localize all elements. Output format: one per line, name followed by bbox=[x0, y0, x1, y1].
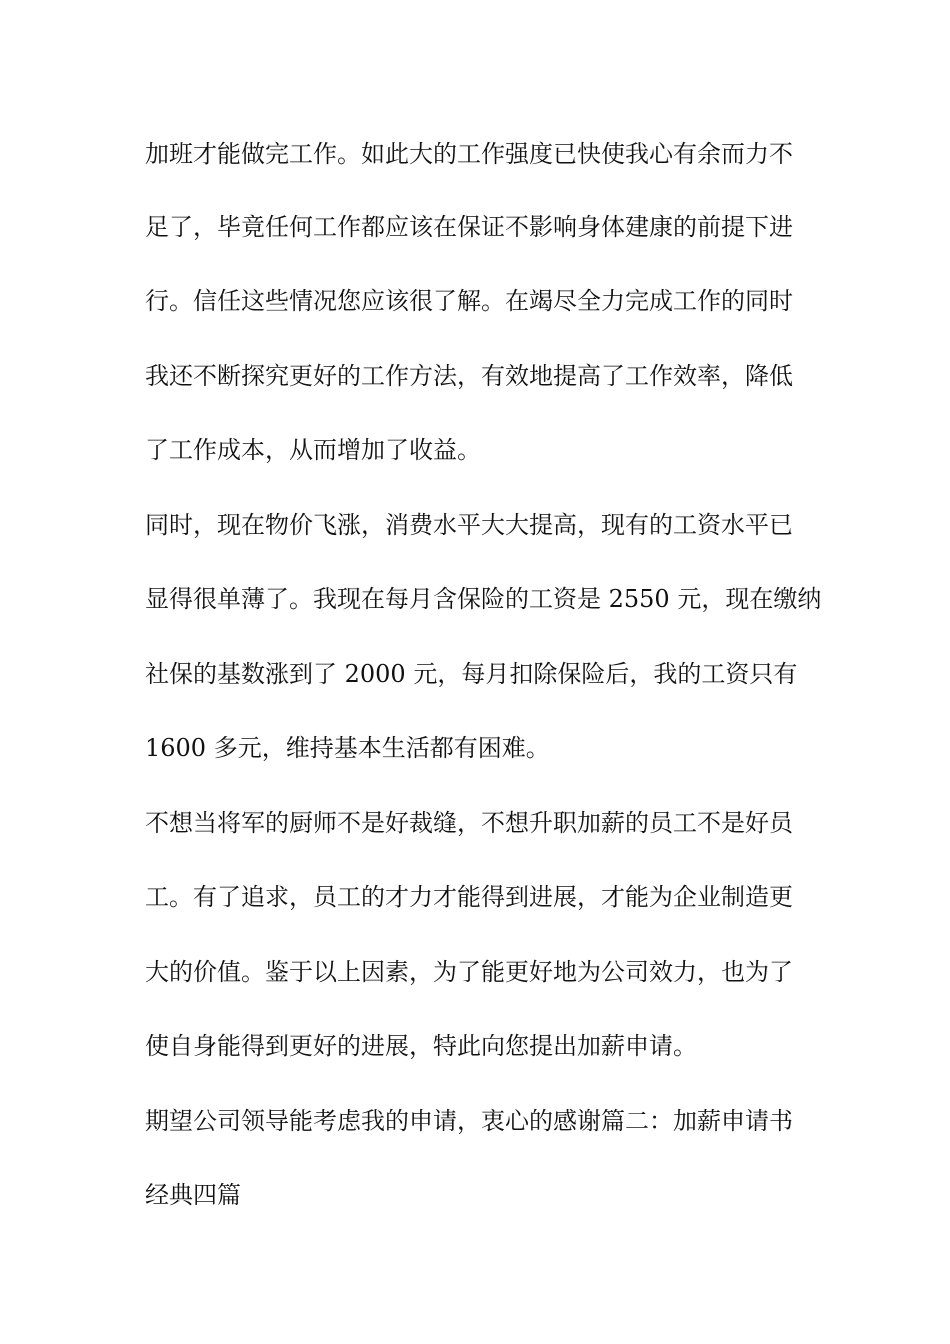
text-line: 足了，毕竟任何工作都应该在保证不影响身体建康的前提下进 bbox=[145, 213, 793, 241]
text-line: 工。有了追求，员工的才力才能得到进展，才能为企业制造更 bbox=[145, 883, 793, 911]
text-line: 期望公司领导能考虑我的申请，衷心的感谢篇二：加薪申请书 bbox=[145, 1107, 793, 1135]
text-line: 我还不断探究更好的工作方法，有效地提高了工作效率，降低 bbox=[145, 362, 793, 390]
text-line: 社保的基数涨到了 2000 元，每月扣除保险后，我的工资只有 bbox=[145, 660, 798, 688]
text-line: 经典四篇 bbox=[145, 1181, 241, 1209]
text-line: 同时，现在物价飞涨，消费水平大大提高，现有的工资水平已 bbox=[145, 511, 793, 539]
text-line: 使自身能得到更好的进展，特此向您提出加薪申请。 bbox=[145, 1032, 697, 1060]
text-line: 大的价值。鉴于以上因素，为了能更好地为公司效力，也为了 bbox=[145, 958, 793, 986]
text-line: 加班才能做完工作。如此大的工作强度已快使我心有余而力不 bbox=[145, 140, 793, 168]
text-line: 1600 多元，维持基本生活都有困难。 bbox=[145, 734, 550, 762]
text-line: 行。信任这些情况您应该很了解。在竭尽全力完成工作的同时 bbox=[145, 287, 793, 315]
text-line: 显得很单薄了。我现在每月含保险的工资是 2550 元，现在缴纳 bbox=[145, 585, 822, 613]
text-line: 了工作成本，从而增加了收益。 bbox=[145, 436, 481, 464]
text-line: 不想当将军的厨师不是好裁缝，不想升职加薪的员工不是好员 bbox=[145, 809, 793, 837]
